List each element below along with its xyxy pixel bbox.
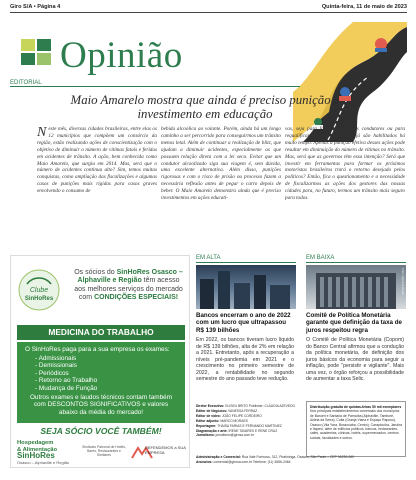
news-photo-central-bank bbox=[306, 265, 406, 309]
masthead-credits bbox=[196, 404, 306, 438]
news-headline-right: Comitê de Política Monetária garante que definição da taxa de juros respeitou regra bbox=[306, 312, 402, 334]
section-title: Opinião bbox=[60, 35, 183, 76]
exam-item: - Demissionais bbox=[25, 362, 177, 370]
news-divider bbox=[196, 262, 296, 263]
news-body-left: Em 2022, os bancos tiveram lucro líquido de R$ 139 bilhões, alta de 2% em relação a 2021. Entretanto, após a recuperação a níveis pré-pandemia em 2021 e o crescimento no primeiro semestre de 2022, a rentabilidade no segundo semestre do ano passado teve redução. bbox=[196, 337, 294, 382]
bank-building-icon bbox=[306, 265, 406, 309]
distribution-box bbox=[306, 401, 406, 457]
news-divider bbox=[306, 262, 406, 263]
partner-text: DEFENDEMOS a SUA EMPRESA bbox=[145, 445, 186, 455]
road-traffic-illustration bbox=[293, 22, 407, 142]
page-header-date: Quinta-feira, 11 de maio de 2023 bbox=[321, 4, 407, 10]
exam-list bbox=[25, 355, 177, 393]
ad-box-after: Outros exames e laudos técnicos contam também com DESCONTOS SIGNIFICATIVOS e valores abaixo da média do mercado! bbox=[29, 393, 173, 416]
ad-banner: MEDICINA DO TRABALHO bbox=[17, 325, 185, 340]
ad-box-intro: O SinHoRes paga para a sua empresa os exames: bbox=[25, 346, 170, 353]
contact-line: Administração e Comercial: Rua Vale Formoso, 312, Piratininga, Osasco, São Paulo – CEP 06230-060 bbox=[196, 455, 355, 459]
credit-line: Editor de Negócios: VANESSA FERRAZ bbox=[196, 408, 258, 413]
editorial-column-3: vas, seja para formar os futuros condutores ou para requalificar os motoristas que já são habilitados há muito tempo. Apenas a punição efetiva desses ações pode resultar em diminuição do número de vítimas no trânsito. Mas, será que as governos têm essa intenção? Será que investir em ferramentas para formar os próximos motoristas brasileiros trará o retorno desejado pelos políticos? Então, fica o questionamento e a necessidade de fiscalizarmos as ações dos gestores das nossas cidades para, no futuro, termos um trânsito mais seguro para todos. bbox=[285, 126, 405, 202]
credit-line: Jornalismo: jornalismo@girosa.com.br bbox=[196, 433, 254, 438]
news-body-right: O Comitê de Política Monetária (Copom) do Banco Central afirmou que a condução da política monetária, de definição dos juros básicos da economia para seguir a inflação, pode "persistir e vigilante". Mais uma vez, o órgão reforçou a possibilidade de aumentar a taxa Selic. bbox=[306, 337, 404, 382]
ad-intro bbox=[71, 269, 186, 302]
news-tag-em-baixa: EM BAIXA bbox=[306, 255, 335, 261]
city-skyline-icon bbox=[196, 265, 296, 309]
exam-item: - Mudança de Função bbox=[25, 385, 177, 393]
editorial-label: EDITORIAL bbox=[10, 80, 42, 86]
editorial-column-1 bbox=[37, 126, 157, 251]
distribution-title: Distribuição gratuita de quintas-feiras 50 mil exemplares bbox=[310, 405, 402, 409]
brand-name: SinHoRes bbox=[17, 451, 55, 461]
contact-info bbox=[196, 455, 408, 464]
brand-line: & Alimentação bbox=[17, 446, 58, 453]
column-text: este mês, diversas cidades brasileiras, entre elas os 12 municípios que compõem um consórcio da região, estão realizando ações de conscientização com o objetivo de diminuir o número de vítimas fatais e feridas em acidentes de trânsito. A ação, bem conhecida como Maio Amarelo, que surgiu em 2014. Mas, será que o número de acidentes continua alto? Sim, temos muitas conquistas, como ampliação das fiscalizações e algumas casos de punições mais rígidas para casos graves envolvendo o consumo de bbox=[37, 126, 157, 195]
header-divider bbox=[10, 12, 407, 13]
credit-line: Reportagem: THAISA FARIAS E FERNANDO MARTINEZ bbox=[196, 423, 282, 428]
ad-intro-bold: CONDIÇÕES ESPECIAIS! bbox=[94, 293, 179, 301]
brand-subtitle: Sindicato Patronal de Hotéis, Bares, Restaurantes e Similares bbox=[82, 445, 126, 458]
clube-sinhores-logo bbox=[17, 268, 61, 312]
news-headline-left: Bancos encerram o ano de 2022 com um lucro que ultrapassou R$ 139 bilhões bbox=[196, 312, 291, 334]
ad-intro-pre: Os sócios do bbox=[74, 269, 117, 276]
ad-footer bbox=[17, 440, 185, 466]
photo-credit: Foto: Agência Brasil bbox=[401, 268, 405, 295]
credit-line: Diretor Executivo: ELISEU BRITO Publisher: CLÁUDIA AZEVEDO bbox=[196, 404, 296, 408]
contact-line: Anúncios: comercial@girosa.com.br Telefone: (11) 3656-2464 bbox=[196, 459, 291, 464]
svg-text:Clube: Clube bbox=[29, 287, 49, 294]
brand-line: Hospedagem bbox=[17, 440, 54, 446]
ad-intro-mid: têm acesso aos melhores serviços do mercado com bbox=[74, 277, 183, 301]
credit-line: Editor de vídeo: JOÃO FELIPE CORDEIRO bbox=[196, 413, 262, 418]
ad-exam-box bbox=[17, 342, 185, 423]
drop-cap: N bbox=[37, 126, 47, 140]
exam-item: - Retorno ao Trabalho bbox=[25, 377, 177, 385]
news-tag-em-alta: EM ALTA bbox=[196, 255, 221, 261]
advertisement[interactable] bbox=[10, 255, 190, 468]
page-header-left: Giro S/A • Página 4 bbox=[10, 4, 61, 10]
brand-region: Osasco – Alphaville e Região bbox=[17, 459, 70, 465]
credit-line: Editor adjunto: MARCO MORAES bbox=[196, 418, 248, 423]
editorial-divider bbox=[10, 86, 300, 87]
ad-cta[interactable]: SEJA SÓCIO VOCÊ TAMBÉM! bbox=[40, 426, 162, 436]
exam-item: - Periódicos bbox=[25, 370, 177, 378]
svg-text:SinHoRes: SinHoRes bbox=[24, 296, 54, 302]
sinhores-brand bbox=[17, 440, 79, 466]
section-icon bbox=[21, 39, 53, 69]
exam-item: - Admissionais bbox=[25, 355, 177, 363]
editorial-headline: Maio Amarelo mostra que ainda é preciso punição e investimento em educação bbox=[70, 93, 340, 121]
editorial-column-2: bebida alcoólica ao volante. Porém, ainda há um longo caminho a ser percorrido para conseguirmos um trânsito menos letal. Além de continuar a realização de blitz, que ajudam a diminuir acidentes, especialmente as que possuem relação direta com a lei seca. Evitar que um condutor alcoolizado siga sua viagem é, sem dúvida, uma excelente alternativa. Além disso, punições rigorosas e com o risco de prisão ou processo fazem a necessária reflexão antes de pegar o carro depois de beber. O Maio Amarelo demonstra ainda que é preciso investimentos em ações educati- bbox=[161, 126, 281, 202]
ad-intro-brand: SinHoRes Osasco – Alphaville e Região bbox=[77, 269, 183, 285]
credit-line: Diagramação e arte: IRENE TAVARES E RENE CRUZ bbox=[196, 428, 278, 433]
news-photo-buildings bbox=[196, 265, 296, 309]
distribution-body: Nos principais estabelecimentos comerciais dos municípios de Barueri e Santana de Parnaíba (Alphaville, Tamboré, Aldeia da Serra), Cotia (Granja Viana e Espaço Raposo), Osasco (Vila Yara, Bussocaba, Centro), Carapicuíba, Jandira e Itapevi, além de edifícios públicos, bancos, restaurantes, cafés, academias, clínicas, hotéis, supermercados, centros sociais, faculdades e outros. bbox=[310, 409, 402, 440]
